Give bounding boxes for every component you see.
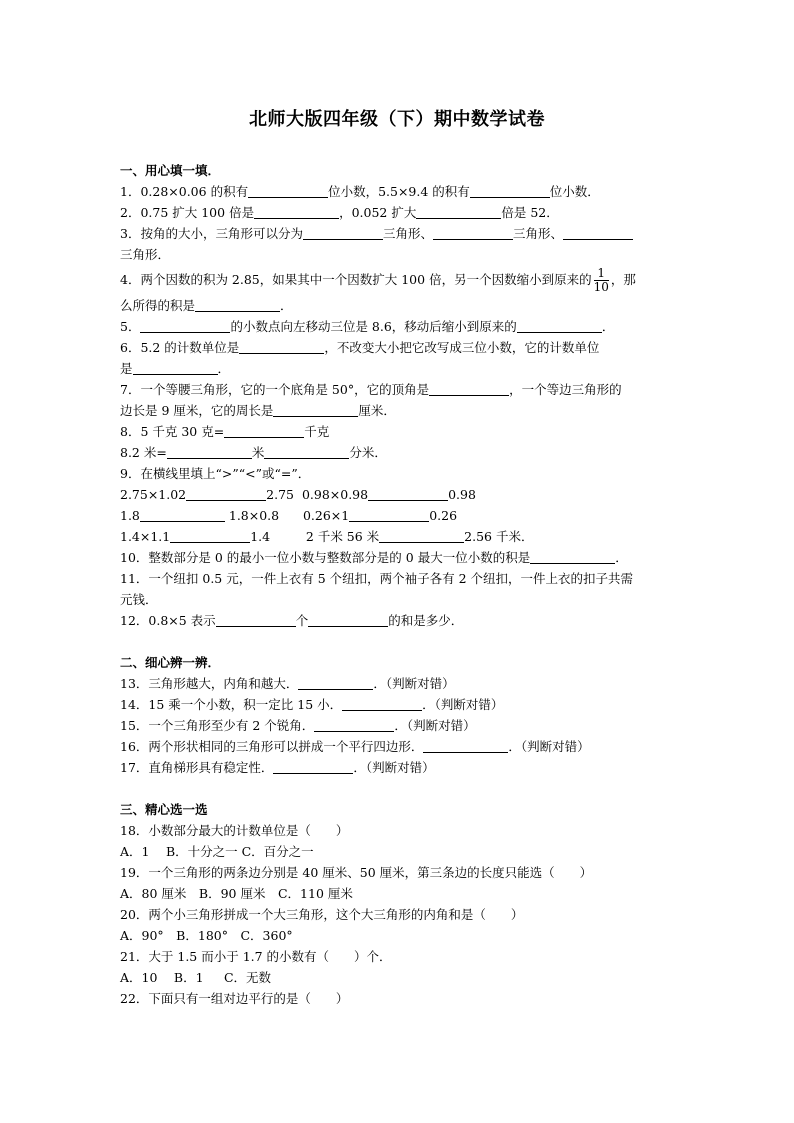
- question-5: 5． 的小数点向左移动三位是 8.6，移动后缩小到原来的 ．: [120, 319, 615, 334]
- question-15: 15．一个三角形至少有 2 个锐角． ．（判断对错）: [120, 718, 476, 733]
- section-heading: 二、细心辨一辨．: [120, 655, 221, 670]
- question-6: 6．5.2 的计数单位是 ，不改变大小把它改写成三位小数，它的计数单位: [120, 340, 600, 355]
- question-4: 4．两个因数的积为 2.85，如果其中一个因数扩大 100 倍，另一个因数缩小到原来的 $\frac{1}{10}$ ，那: [120, 266, 636, 294]
- question-1: 1．0.28×0.06 的积有 位小数，5.5×9.4 的积有 位小数．: [120, 184, 600, 199]
- question-6-cont: 是 ．: [120, 361, 231, 376]
- question-21-options: A．10 B．1 C．无数: [120, 970, 272, 985]
- question-13: 13．三角形越大，内角和越大． ．（判断对错）: [120, 676, 455, 691]
- question-9-row-3: 1.4×1.1 1.4 2 千米 56 米 2.56 千米．: [120, 529, 534, 544]
- question-10: 10．整数部分是 0 的最小一位小数与整数部分是的 0 最大一位小数的积是 ．: [120, 550, 628, 565]
- answer-blank[interactable]: [186, 486, 266, 501]
- answer-blank[interactable]: [303, 225, 383, 240]
- question-22: 22．下面只有一组对边平行的是（ ）: [120, 991, 349, 1006]
- answer-blank[interactable]: [433, 225, 513, 240]
- answer-blank[interactable]: [273, 759, 353, 774]
- question-14: 14．15 乘一个小数，积一定比 15 小． ．（判断对错）: [120, 697, 504, 712]
- question-8-cont: 8.2 米= 米 分米．: [120, 445, 387, 460]
- question-19: 19．一个三角形的两条边分别是 40 厘米、50 厘米，第三条边的长度只能选（ ）: [120, 865, 593, 880]
- question-9-row-2: 1.8 1.8×0.8 0.26×1 0.26: [120, 508, 458, 523]
- question-9-row-1: 2.75×1.02 2.75 0.98×0.98 0.98: [120, 487, 476, 502]
- answer-blank[interactable]: [563, 225, 633, 240]
- question-18: 18．小数部分最大的计数单位是（ ）: [120, 823, 349, 838]
- answer-blank[interactable]: [248, 183, 328, 198]
- answer-blank[interactable]: [239, 339, 324, 354]
- question-18-options: A．1 B．十分之一 C．百分之一: [120, 844, 314, 859]
- section-heading: 三、精心选一选: [120, 802, 208, 817]
- answer-blank[interactable]: [379, 528, 464, 543]
- question-20: 20．两个小三角形拼成一个大三角形，这个大三角形的内角和是（ ）: [120, 907, 524, 922]
- answer-blank[interactable]: [349, 507, 429, 522]
- answer-blank[interactable]: [140, 318, 230, 333]
- exam-content: [120, 160, 675, 1009]
- answer-blank[interactable]: [140, 507, 225, 522]
- question-8: 8．5 千克 30 克= 千克: [120, 424, 330, 439]
- question-17: 17．直角梯形具有稳定性． ．（判断对错）: [120, 760, 435, 775]
- answer-blank[interactable]: [133, 360, 218, 375]
- answer-blank[interactable]: [470, 183, 550, 198]
- answer-blank[interactable]: [167, 444, 252, 459]
- page-title: 北师大版四年级（下）期中数学试卷: [249, 109, 545, 130]
- section-heading: 一、用心填一填．: [120, 163, 221, 178]
- question-3-cont: 三角形．: [120, 247, 171, 262]
- question-7-cont: 边长是 9 厘米，它的周长是 厘米．: [120, 403, 396, 418]
- question-7: 7．一个等腰三角形，它的一个底角是 50°，它的顶角是 ，一个等边三角形的: [120, 382, 622, 397]
- fraction: $\frac{1}{10}$: [593, 266, 609, 294]
- answer-blank[interactable]: [195, 297, 280, 312]
- answer-blank[interactable]: [429, 381, 509, 396]
- question-16: 16．两个形状相同的三角形可以拼成一个平行四边形． ．（判断对错）: [120, 739, 590, 754]
- answer-blank[interactable]: [342, 696, 422, 711]
- question-11: 11．一个纽扣 0.5 元，一件上衣有 5 个纽扣，两个袖子各有 2 个纽扣，一件上衣的扣子共需: [120, 571, 634, 586]
- answer-blank[interactable]: [314, 717, 394, 732]
- question-9: 9．在横线里填上“>”“<”或“=”．: [120, 466, 311, 481]
- answer-blank[interactable]: [298, 675, 373, 690]
- answer-blank[interactable]: [264, 444, 349, 459]
- answer-blank[interactable]: [308, 612, 388, 627]
- answer-blank[interactable]: [224, 423, 304, 438]
- answer-blank[interactable]: [530, 549, 615, 564]
- answer-blank[interactable]: [216, 612, 296, 627]
- question-12: 12．0.8×5 表示 个 的和是多少．: [120, 613, 464, 628]
- answer-blank[interactable]: [423, 738, 508, 753]
- question-2: 2．0.75 扩大 100 倍是 ，0.052 扩大 倍是 52．: [120, 205, 559, 220]
- question-20-options: A．90° B．180° C．360°: [120, 928, 293, 943]
- answer-blank[interactable]: [517, 318, 602, 333]
- answer-blank[interactable]: [416, 204, 501, 219]
- question-19-options: A．80 厘米 B．90 厘米 C．110 厘米: [120, 886, 353, 901]
- answer-blank[interactable]: [170, 528, 250, 543]
- question-21: 21．大于 1.5 而小于 1.7 的小数有（ ）个．: [120, 949, 392, 964]
- question-4-cont: 么所得的积是 ．: [120, 298, 293, 313]
- answer-blank[interactable]: [254, 204, 339, 219]
- answer-blank[interactable]: [273, 402, 358, 417]
- question-3: 3．按角的大小，三角形可以分为 三角形、 三角形、: [120, 223, 675, 244]
- answer-blank[interactable]: [368, 486, 448, 501]
- question-11-cont: 元钱．: [120, 592, 158, 607]
